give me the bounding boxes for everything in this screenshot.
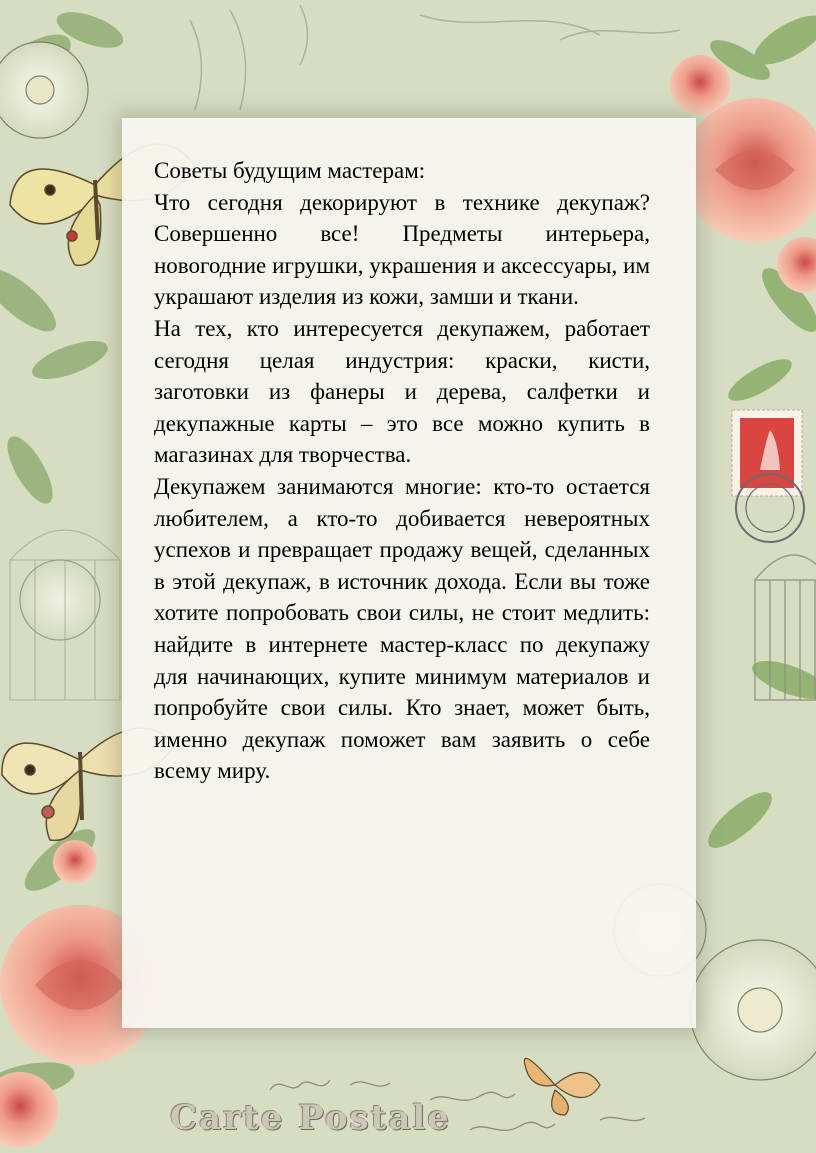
article-body [154,155,650,787]
paragraph-2: На тех, кто интересуется декупажем, работает сегодня целая индустрия: краски, кисти, заготовки из фанеры и дерева, салфетки и декупажные карты – это все можно купить в магазинах для творчества. [154,315,650,468]
paragraph-3: Декупажем занимаются многие: кто-то остается любителем, а кто-то добивается невероятных успехов и превращает продажу вещей, сделанных в этой декупаж, в источник дохода. Если вы тоже хотите попробовать свои силы, не стоит медлить: найдите в интернете мастер-класс по декупажу для начинающих, купите минимум материалов и попробуйте свои силы. Кто знает, может быть, именно декупаж поможет вам заявить о себе всему миру. [154,473,650,784]
postcard-label: Carte Postale [170,1098,451,1138]
paragraph-1: Что сегодня декорируют в технике декупаж? Совершенно все! Предметы интерьера, новогодние игрушки, украшения и аксессуары, им украшают изделия из кожи, замши и ткани. [154,189,650,310]
article-heading: Советы будущим мастерам: [154,158,426,183]
